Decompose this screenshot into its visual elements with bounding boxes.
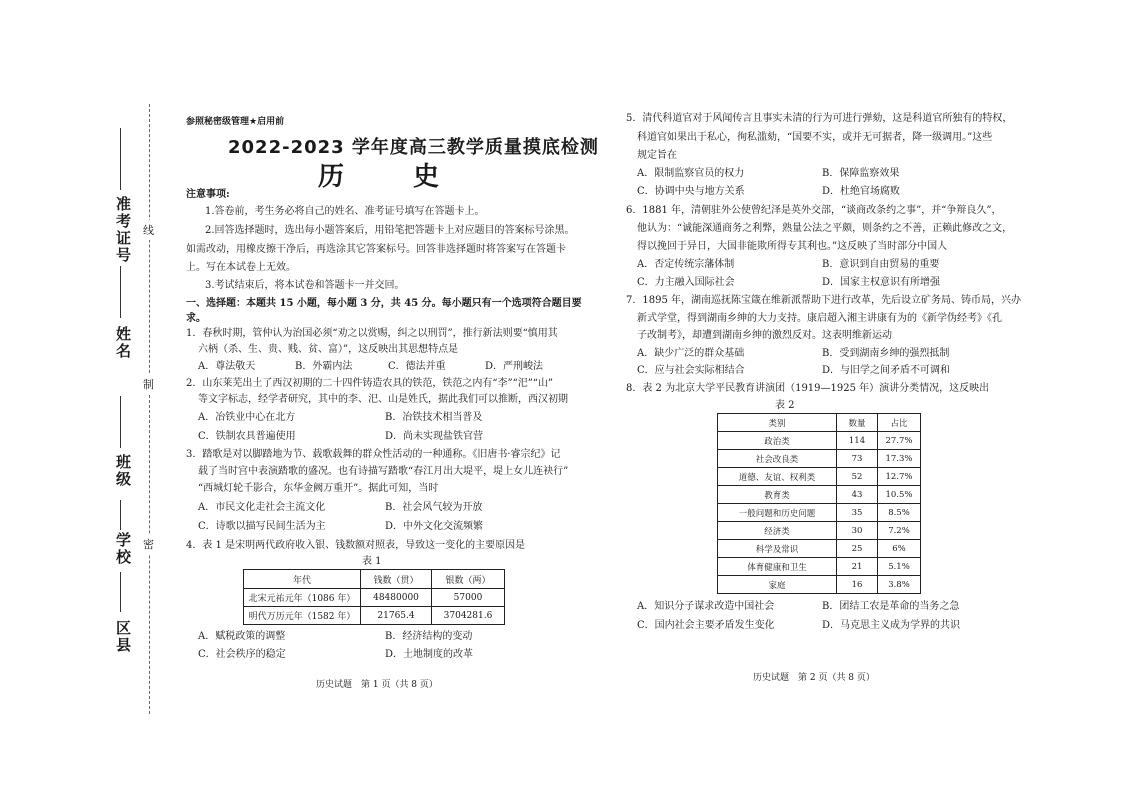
option-a: A．赋税政策的调整 [198, 631, 286, 642]
table-1 [243, 569, 505, 625]
name-write-line [120, 266, 121, 318]
table-cell: 体育健康和卫生 [718, 558, 837, 576]
table-row [718, 558, 921, 576]
question-stem: 7．1895 年，湖南巡抚陈宝箴在维新派帮助下进行改革，先后设立矿务局、铸币局，兴办 [626, 295, 1021, 306]
table-cell: 48480000 [361, 589, 432, 607]
table-row [718, 522, 921, 540]
seal-line [149, 104, 150, 714]
notes-line: 3.考试结束后，将本试卷和答题卡一并交回。 [205, 280, 405, 291]
notes-line: 如需改动，用橡皮擦干净后，再选涂其它答案标号。回答非选择题时将答案写在答题卡 [186, 244, 566, 255]
option-b: B．社会风气较为开放 [385, 502, 483, 513]
table-cell: 17.3% [878, 450, 921, 468]
table-cell: 一般问题和历史问题 [718, 504, 837, 522]
option-a: A．缺少广泛的群众基础 [637, 348, 745, 359]
option-a: A．知识分子谋求改造中国社会 [637, 601, 775, 612]
table-cell: 3.8% [878, 576, 921, 594]
question-stem: 得以挽回于异日，大国非能欺所得专其利也。”这反映了当时部分中国人 [637, 241, 948, 252]
table-cell: 21765.4 [361, 607, 432, 625]
table-cell: 73 [837, 450, 878, 468]
table-cell: 6% [878, 540, 921, 558]
class-write-line [120, 396, 121, 448]
table-header: 数量 [837, 414, 878, 432]
class-label: 班级 [114, 454, 132, 488]
question-stem: 六柄（杀、生、贵、贱、贫、富）”，这反映出其思想特点是 [198, 344, 459, 355]
school-label: 学校 [114, 532, 132, 566]
table-cell: 30 [837, 522, 878, 540]
question-stem: 1．春秋时期，管仲认为治国必须“劝之以赏赐，纠之以刑罚”，推行新法则要“慎用其 [186, 328, 558, 339]
page-footer-right: 历史试题 第 2 页（共 8 页） [753, 673, 875, 683]
table-row [718, 486, 921, 504]
option-b: B．受到湖南乡绅的强烈抵制 [822, 348, 950, 359]
table-cell: 科学及常识 [718, 540, 837, 558]
exam-title: 2022-2023 学年度高三教学质量摸底检测 [228, 137, 599, 158]
section-heading: 一、选择题：本题共 15 小题，每小题 3 分，共 45 分。每小题只有一个选项符合题目要 [186, 298, 582, 309]
table-cell: 5.1% [878, 558, 921, 576]
option-b: B．经济结构的变动 [385, 631, 473, 642]
option-c: C．社会秩序的稳定 [198, 649, 286, 660]
table-row [718, 432, 921, 450]
secrecy-notice: 参照秘密级管理★启用前 [186, 117, 285, 127]
table-header: 占比 [878, 414, 921, 432]
table-row [718, 450, 921, 468]
table-row [718, 504, 921, 522]
option-b: B．冶铁技术相当普及 [385, 412, 483, 423]
table-2-caption: 表 2 [775, 400, 795, 411]
option-a: A．限制监察官员的权力 [637, 168, 745, 179]
seal-char-secret: 密 [143, 534, 154, 554]
question-stem: 载了当时宫中表演踏歌的盛况。也有诗描写踏歌“春江月出大堤平，堤上女儿连袂行” [198, 466, 569, 477]
question-stem: 规定旨在 [637, 150, 677, 161]
exam-id-label: 准考证号 [114, 196, 132, 264]
exam-id-write-line [120, 128, 121, 190]
notes-line: 2.回答选择题时，选出每小题答案后，用铅笔把答题卡上对应题目的答案标号涂黑。 [205, 225, 575, 236]
option-d: D．严刑峻法 [485, 361, 544, 372]
option-b: B．意识到自由贸易的重要 [822, 259, 940, 270]
table-cell: 北宋元祐元年（1086 年） [244, 589, 361, 607]
table-cell: 57000 [432, 589, 505, 607]
table-2 [717, 413, 921, 594]
table-cell: 政治类 [718, 432, 837, 450]
district-write-line [120, 572, 121, 612]
section-heading-cont: 求。 [186, 313, 206, 324]
table-1-caption: 表 1 [362, 556, 382, 567]
page-footer-left: 历史试题 第 1 页（共 8 页） [316, 680, 438, 690]
option-d: D．国家主权意识有所增强 [822, 277, 941, 288]
table-cell: 3704281.6 [432, 607, 505, 625]
table-cell: 社会改良类 [718, 450, 837, 468]
table-cell: 43 [837, 486, 878, 504]
table-header: 类别 [718, 414, 837, 432]
option-c: C．德法并重 [388, 361, 446, 372]
table-row [244, 589, 505, 607]
question-stem: 等文字标志，经学者研究，其中的李、汜、山是姓氏，据此我们可以推断，西汉初期 [198, 394, 568, 405]
table-row [244, 607, 505, 625]
table-cell: 35 [837, 504, 878, 522]
notes-line: 1.答卷前，考生务必将自己的姓名、准考证号填写在答题卡上。 [205, 206, 485, 217]
question-stem: 新式学堂，得到湖南乡绅的大力支持。康启超入湘主讲康有为的《新学伪经考》《孔 [637, 313, 1002, 324]
option-a: A．冶铁业中心在北方 [198, 412, 296, 423]
option-d: D．土地制度的改革 [385, 649, 474, 660]
option-d: D．杜绝官场腐败 [822, 186, 901, 197]
table-cell: 21 [837, 558, 878, 576]
table-header: 钱数（贯） [361, 570, 432, 589]
school-write-line [120, 500, 121, 530]
table-cell: 52 [837, 468, 878, 486]
option-c: C．铁制农具普遍使用 [198, 431, 296, 442]
seal-char-line: 线 [143, 220, 154, 240]
option-b: B．外霸内法 [295, 361, 353, 372]
option-d: D．马克思主义成为学界的共识 [822, 620, 961, 631]
question-stem: 3．踏歌是对以脚踏地为节、载歌载舞的群众性活动的一种通称。《旧唐书·睿宗纪》记 [186, 449, 561, 460]
option-d: D．尚未实现盐铁官营 [385, 431, 484, 442]
table-cell: 家庭 [718, 576, 837, 594]
district-label: 区县 [114, 620, 132, 654]
question-stem: 子改制考》，却遭到湖南乡绅的激烈反对。这表明维新运动 [637, 330, 892, 341]
table-cell: 7.2% [878, 522, 921, 540]
table-cell: 12.7% [878, 468, 921, 486]
option-a: A．否定传统宗藩体制 [637, 259, 735, 270]
option-c: C．协调中央与地方关系 [637, 186, 745, 197]
table-cell: 27.7% [878, 432, 921, 450]
question-stem: 2．山东莱芜出土了西汉初期的二十四件铸造农具的铁范，铁范之内有“李”“汜”“山” [186, 378, 554, 389]
option-c: C．国内社会主要矛盾发生变化 [637, 620, 775, 631]
table-cell: 16 [837, 576, 878, 594]
notes-line: 上。写在本试卷上无效。 [186, 262, 296, 273]
question-stem: 6．1881 年，清朝驻外公使曾纪泽是英外交部，“谈商改条约之事”，并“争辩良久”， [626, 205, 1002, 216]
table-cell: 道德、友谊、权利类 [718, 468, 837, 486]
name-label: 姓名 [114, 326, 132, 360]
subject-title: 历 史 [318, 162, 470, 192]
table-cell: 25 [837, 540, 878, 558]
table-header: 银数（两） [432, 570, 505, 589]
table-row [718, 468, 921, 486]
question-stem: 他认为：“诚能深通商务之利弊，熟量公法之平颇，则条约之不善，正赖此修改之文， [637, 223, 1013, 234]
table-cell: 经济类 [718, 522, 837, 540]
table-row [718, 540, 921, 558]
option-b: B．团结工农是革命的当务之急 [822, 601, 960, 612]
table-cell: 10.5% [878, 486, 921, 504]
table-row [718, 576, 921, 594]
option-a: A．市民文化走社会主流文化 [198, 502, 326, 513]
option-c: C．诗歌以描写民间生活为主 [198, 521, 326, 532]
table-cell: 教育类 [718, 486, 837, 504]
option-b: B．保障监察效果 [822, 168, 900, 179]
question-stem: 8．表 2 为北京大学平民教育讲演团（1919—1925 年）演讲分类情况，这反映出 [626, 383, 990, 394]
option-d: D．中外文化交流频繁 [385, 521, 484, 532]
question-stem: 5．清代科道官对于风闻传言且事实未清的行为可进行弹劾，这是科道官所独有的特权， [626, 113, 1013, 124]
notes-heading: 注意事项: [186, 189, 230, 200]
table-header: 年代 [244, 570, 361, 589]
table-cell: 明代万历元年（1582 年） [244, 607, 361, 625]
option-a: A．尊法敬天 [198, 361, 256, 372]
table-cell: 8.5% [878, 504, 921, 522]
option-d: D．与旧学之间矛盾不可调和 [822, 365, 951, 376]
question-stem: 4．表 1 是宋明两代政府收入银、钱数额对照表，导致这一变化的主要原因是 [186, 540, 526, 551]
seal-char-system: 制 [143, 374, 154, 394]
question-stem: 科道官如果出于私心，徇私滥劾，“国要不实，或并无可据者，降一级调用。”这些 [637, 132, 993, 143]
table-cell: 114 [837, 432, 878, 450]
option-c: C．应与社会实际相结合 [637, 365, 745, 376]
option-c: C．力主融入国际社会 [637, 277, 735, 288]
question-stem: “西城灯轮千影合，东华金阙万重开”。据此可知，当时 [198, 483, 439, 494]
